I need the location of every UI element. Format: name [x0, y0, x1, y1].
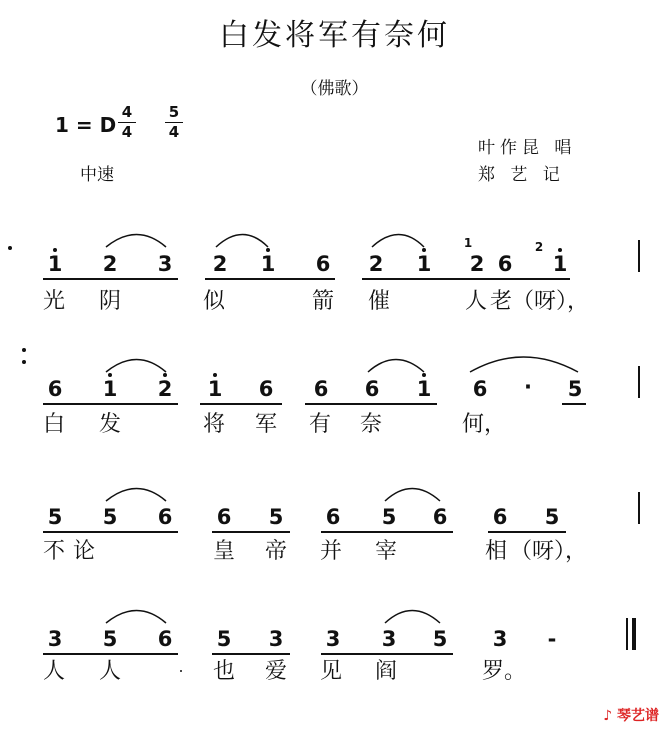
watermark-icon: ♪ [603, 708, 613, 724]
note: 6 [313, 377, 329, 401]
grace-note: 2 [534, 240, 544, 254]
lyric: 箭 [311, 289, 334, 314]
note: 1 [260, 252, 276, 276]
note: 5 [567, 377, 583, 401]
lyric: 宰 [374, 539, 397, 564]
lyric: 相 [484, 539, 507, 564]
time-sig-denominator: 4 [168, 123, 180, 141]
note: 5 [432, 627, 448, 651]
note: 5 [102, 505, 118, 529]
song-genre: （佛歌） [300, 79, 369, 99]
lyric: 白 [42, 412, 65, 437]
note: 5 [268, 505, 284, 529]
note: 1 [552, 252, 568, 276]
lyric: 帝 [264, 539, 287, 564]
lyric: 阴 [98, 289, 121, 314]
time-sig-numerator: 5 [168, 103, 180, 121]
note: 5 [47, 505, 63, 529]
grace-note: 1 [463, 236, 473, 250]
note: 1 [416, 252, 432, 276]
note: 5 [544, 505, 560, 529]
note: 6 [492, 505, 508, 529]
watermark-text: 琴艺谱 [617, 708, 659, 724]
note: 1 [207, 377, 223, 401]
lyric: 爱 [264, 659, 287, 684]
note: 6 [497, 252, 513, 276]
note: 1 [416, 377, 432, 401]
dash: - [547, 627, 557, 651]
recorder-credit: 郑 艺 记 [478, 165, 565, 185]
lyric: 军 [254, 412, 277, 437]
augmentation-dot: · [524, 375, 532, 399]
lyric-parenthetical: （呀）， [510, 539, 588, 564]
final-barline-thick [632, 618, 636, 650]
lyric: 人 [42, 659, 65, 684]
lyric: 似 [202, 289, 225, 314]
note: 3 [47, 627, 63, 651]
note: 6 [325, 505, 341, 529]
lyric: 人 [98, 659, 121, 684]
note: 2 [157, 377, 173, 401]
lyric: 老 [489, 289, 512, 314]
note: 3 [381, 627, 397, 651]
tempo-marking: 中速 [80, 165, 114, 185]
lyric-parenthetical: （呀）， [512, 289, 590, 314]
note: 6 [47, 377, 63, 401]
note: 6 [157, 627, 173, 651]
slur [106, 611, 166, 624]
note: 3 [492, 627, 508, 651]
note: 6 [157, 505, 173, 529]
note: 1 [102, 377, 118, 401]
note: 5 [381, 505, 397, 529]
lyric: 催 [367, 289, 390, 314]
final-barline-thin [626, 618, 628, 650]
note: 6 [472, 377, 488, 401]
lyric: 见 [319, 659, 342, 684]
note: 3 [157, 252, 173, 276]
lyric: 发 [98, 412, 121, 437]
note: 2 [212, 252, 228, 276]
note: 1 [47, 252, 63, 276]
note: 2 [368, 252, 384, 276]
note: 5 [102, 627, 118, 651]
note: 6 [258, 377, 274, 401]
note: 6 [315, 252, 331, 276]
note: 6 [432, 505, 448, 529]
note: 5 [216, 627, 232, 651]
lyric: 有 [308, 412, 331, 437]
lyric: 不 [42, 539, 65, 564]
note: 2 [102, 252, 118, 276]
note: 6 [216, 505, 232, 529]
singer-credit: 叶作昆 唱 [478, 138, 577, 158]
lyric: 罗。 [482, 659, 527, 684]
watermark-logo [603, 705, 659, 725]
lyric: 何， [462, 412, 507, 437]
time-sig-denominator: 4 [121, 123, 133, 141]
slur [385, 611, 440, 624]
note: 3 [268, 627, 284, 651]
separator-dot [180, 670, 182, 672]
lyric: 也 [212, 659, 235, 684]
lyric: 人 [464, 289, 487, 314]
song-title: 白发将军有奈何 [219, 18, 450, 53]
lyric: 论 [72, 539, 95, 564]
lyric: 皇 [212, 539, 235, 564]
note: 6 [364, 377, 380, 401]
key-signature: 1 = D [55, 113, 117, 137]
lyric: 阎 [374, 659, 397, 684]
note: 3 [325, 627, 341, 651]
lyric: 将 [202, 412, 225, 437]
time-sig-numerator: 4 [121, 103, 133, 121]
lyric: 并 [319, 539, 342, 564]
lyric: 奈 [359, 412, 382, 437]
note: 2 [469, 252, 485, 276]
lyric: 光 [42, 289, 65, 314]
